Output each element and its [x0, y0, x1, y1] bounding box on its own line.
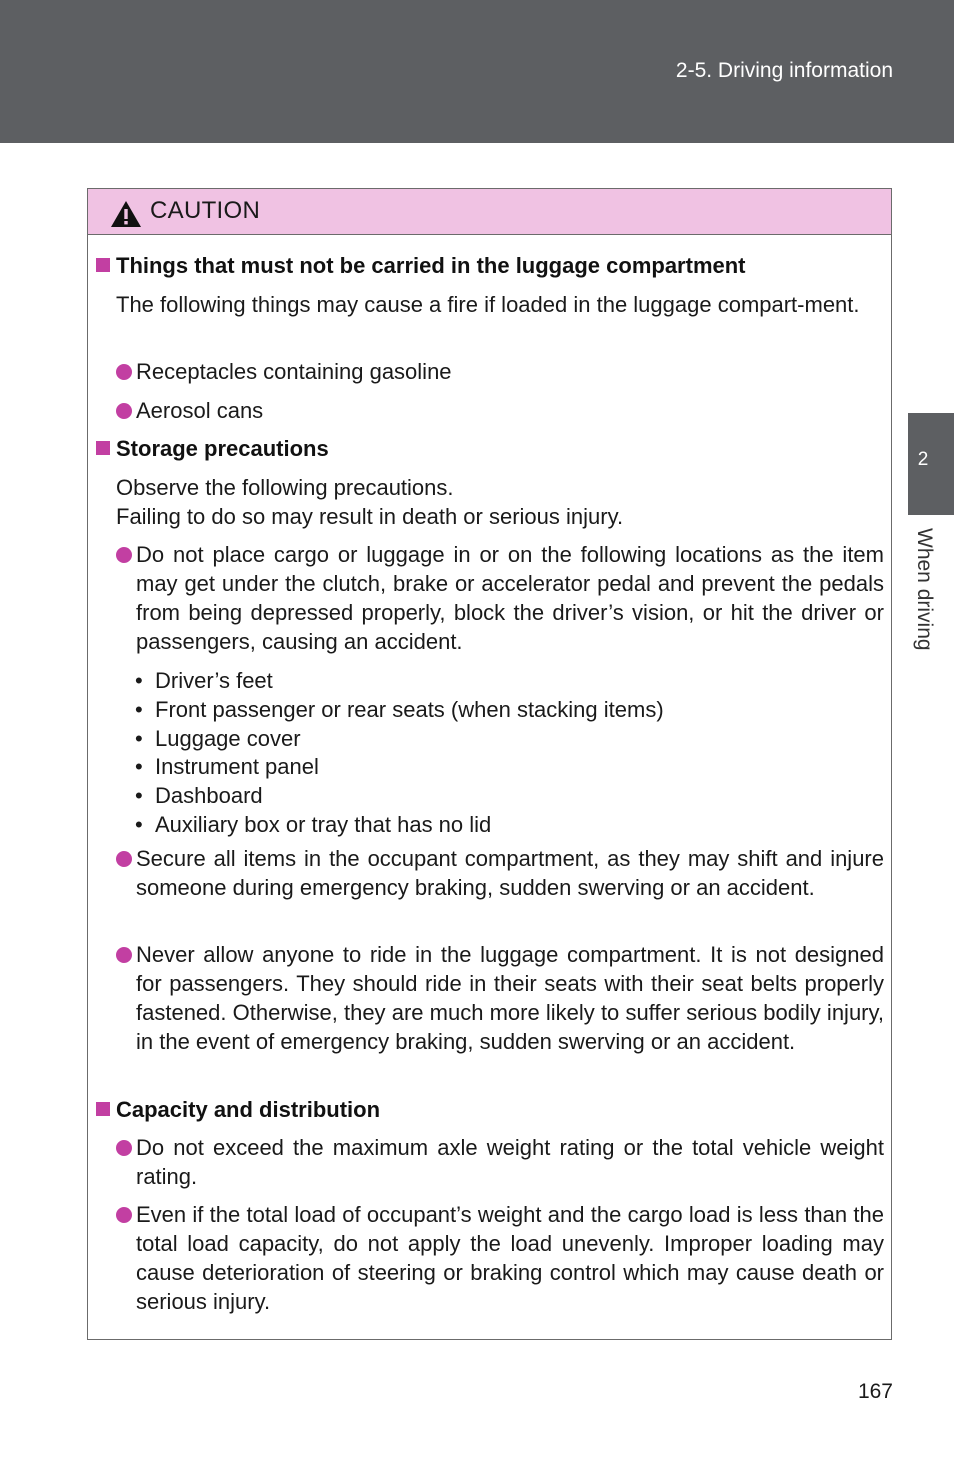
- circle-bullet-icon: [116, 1140, 132, 1156]
- section-intro: The following things may cause a fire if loaded in the luggage compart-ment.: [116, 292, 860, 317]
- list-item: Do not place cargo or luggage in or on the following locations as the item may get under the clutch, brake or accelerator pedal and prevent the pedals from being depressed properly, block the driver’s vision, or hit the driver or passengers, causing an accident.: [116, 540, 884, 656]
- location-item: • Front passenger or rear seats (when stacking items): [135, 697, 664, 722]
- square-bullet-icon: [96, 258, 110, 272]
- page-number: 167: [857, 1380, 893, 1403]
- section-heading: Capacity and distribution: [96, 1095, 380, 1124]
- circle-bullet-icon: [116, 851, 132, 867]
- location-item: • Instrument panel: [135, 754, 319, 779]
- list-item: Never allow anyone to ride in the luggage compartment. It is not designed for passengers. They should ride in their seats with their seat belts properly fastened. Otherwise, they are much more likely to suffer serious bodily injury, in the event of emergency braking, sudden swerving or an accident.: [116, 940, 884, 1056]
- list-item: Secure all items in the occupant compartment, as they may shift and injure someone during emergency braking, sudden swerving or an accident.: [116, 844, 884, 902]
- caution-title: CAUTION: [150, 197, 261, 224]
- chapter-tab: [908, 413, 954, 515]
- circle-bullet-icon: [116, 403, 132, 419]
- circle-bullet-icon: [116, 1207, 132, 1223]
- square-bullet-icon: [96, 1102, 110, 1116]
- location-item: • Driver’s feet: [135, 668, 273, 693]
- section-heading: Storage precautions: [96, 434, 329, 463]
- list-item: Even if the total load of occupant’s weight and the cargo load is less than the total load capacity, do not apply the load unevenly. Improper loading may cause deterioration of steering or braking control which may cause death or serious injury.: [116, 1200, 884, 1316]
- location-item: • Dashboard: [135, 783, 263, 808]
- chapter-label: When driving: [913, 528, 936, 651]
- section-title: 2-5. Driving information: [675, 59, 893, 82]
- caution-header: [88, 189, 891, 235]
- list-item: Do not exceed the maximum axle weight rating or the total vehicle weight rating.: [116, 1133, 884, 1191]
- header-band: [0, 0, 954, 143]
- section-intro-line: Failing to do so may result in death or serious injury.: [116, 504, 624, 529]
- square-bullet-icon: [96, 441, 110, 455]
- location-item: • Auxiliary box or tray that has no lid: [135, 812, 492, 837]
- list-item: Aerosol cans: [116, 396, 884, 425]
- circle-bullet-icon: [116, 364, 132, 380]
- section-intro-line: Observe the following precautions.: [116, 475, 454, 500]
- location-item: • Luggage cover: [135, 726, 301, 751]
- chapter-number: 2: [917, 449, 929, 470]
- circle-bullet-icon: [116, 947, 132, 963]
- warning-triangle-icon: [110, 200, 142, 228]
- caution-box: [87, 188, 892, 1340]
- list-item: Receptacles containing gasoline: [116, 357, 884, 386]
- circle-bullet-icon: [116, 547, 132, 563]
- section-heading: Things that must not be carried in the luggage compartment: [96, 251, 746, 280]
